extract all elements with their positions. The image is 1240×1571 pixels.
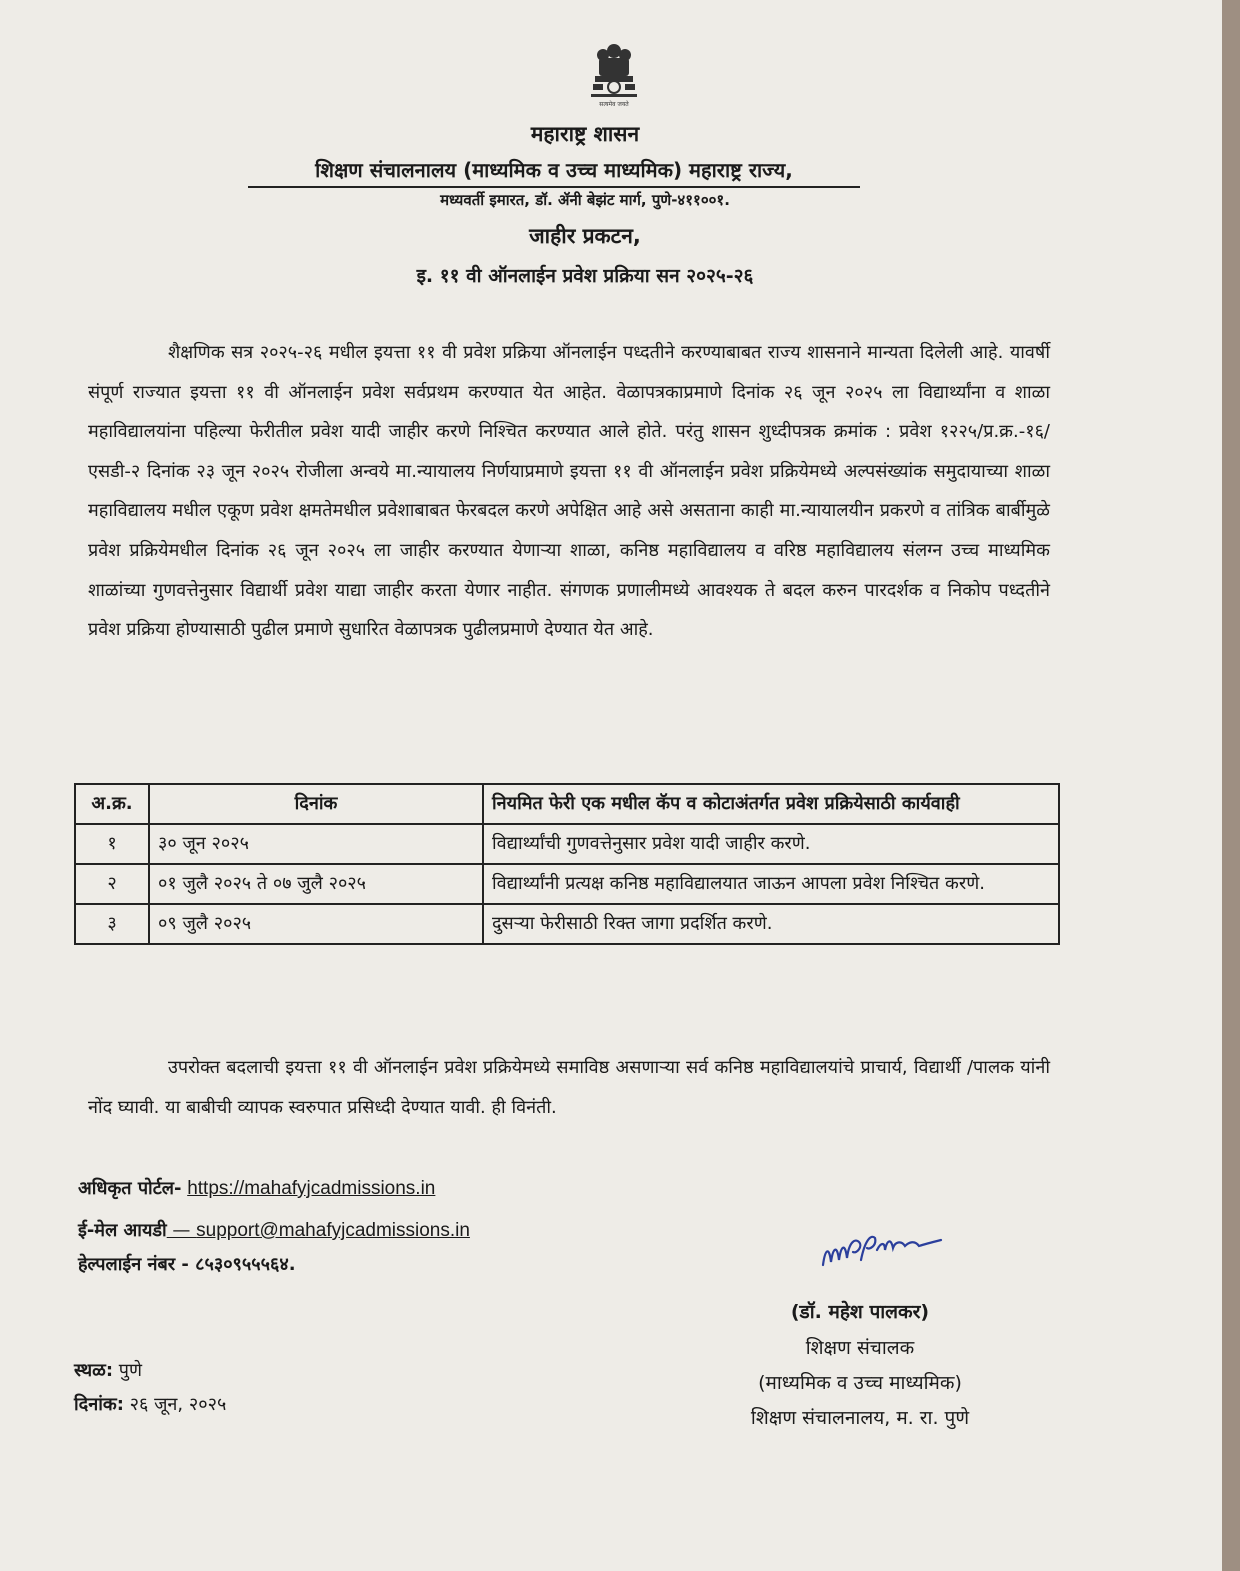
row-serial: १ bbox=[75, 824, 149, 864]
email-link[interactable]: support@mahafyjcadmissions.in bbox=[196, 1220, 470, 1241]
signature-icon bbox=[815, 1220, 955, 1280]
row-action: दुसऱ्या फेरीसाठी रिक्त जागा प्रदर्शित करणे. bbox=[483, 904, 1059, 944]
body-paragraph-1: शैक्षणिक सत्र २०२५-२६ मधील इयत्ता ११ वी प्रवेश प्रक्रिया ऑनलाईन पध्दतीने करण्याबाबत राज्य शासनाने मान्यता दिलेली आहे. यावर्षी संपूर्ण राज्यात इयत्ता ११ वी ऑनलाईन प्रवेश सर्वप्रथम करण्यात येत आहेत. वेळापत्रकाप्रमाणे दिनांक २६ जून २०२५ ला विद्यार्थ्यांना व शाळा महाविद्यालयांना पहिल्या फेरीतील प्रवेश यादी जाहीर करणे निश्चित करण्यात आले होते. परंतु शासन शुध्दीपत्रक क्रमांक : प्रवेश १२२५/प्र.क्र.-१६/एसडी-२ दिनांक २३ जून २०२५ रोजीला अन्वये मा.न्यायालय निर्णयाप्रमाणे इयत्ता ११ वी ऑनलाईन प्रवेश प्रक्रियेमध्ये अल्पसंख्यांक समुदायाच्या शाळा महाविद्यालय मधील एकूण प्रवेश क्षमतेमधील प्रवेशाबाबत फेरबदल करणे अपेक्षित आहे असे असताना काही मा.न्यायालयीन प्रकरणे व तांत्रिक बार्बीमुळे प्रवेश प्रक्रियेमधील दिनांक २६ जून २०२५ ला जाहीर करण्यात येणाऱ्या शाळा, कनिष्ठ महाविद्यालय व वरिष्ठ महाविद्यालय संलग्न उच्च माध्यमिक शाळांच्या गुणवत्तेनुसार विद्यार्थी प्रवेश याद्या जाहीर करता येणार नाहीत. संगणक प्रणालीमध्ये आवश्यक ते बदल करुन पारदर्शक व निकोप पध्दतीने प्रवेश प्रक्रिया होण्यासाठी पुढील प्रमाणे सुधारित वेळापत्रक पुढीलप्रमाणे देण्यात येत आहे. bbox=[88, 342, 1050, 641]
national-emblem-icon bbox=[585, 42, 643, 110]
schedule-table bbox=[74, 783, 1060, 945]
signer-designation: शिक्षण संचालक bbox=[805, 1337, 915, 1359]
header-date: दिनांक bbox=[149, 784, 483, 824]
row-serial: २ bbox=[75, 864, 149, 904]
row-date: ०९ जुलै २०२५ bbox=[149, 904, 483, 944]
portal-link[interactable]: https://mahafyjcadmissions.in bbox=[187, 1178, 436, 1199]
signer-office: शिक्षण संचालनालय, म. रा. पुणे bbox=[750, 1407, 970, 1429]
emblem-motto: सत्यमेव जयते bbox=[599, 101, 629, 108]
row-date: ३० जून २०२५ bbox=[149, 824, 483, 864]
signer-department: (माध्यमिक व उच्च माध्यमिक) bbox=[758, 1372, 962, 1394]
header-serial: अ.क्र. bbox=[75, 784, 149, 824]
government-name: महाराष्ट्र शासन bbox=[530, 122, 640, 146]
row-date: ०१ जुलै २०२५ ते ०७ जुलै २०२५ bbox=[149, 864, 483, 904]
office-address: मध्यवर्ती इमारत, डॉ. ॲनी बेझंट मार्ग, पुणे-४११००१. bbox=[440, 191, 730, 209]
directorate-name: शिक्षण संचालनालय (माध्यमिक व उच्च माध्यमिक) महाराष्ट्र राज्य, bbox=[248, 156, 860, 188]
date-value: २६ जून, २०२५ bbox=[123, 1394, 227, 1415]
portal-line bbox=[78, 1176, 435, 1200]
table-row bbox=[75, 824, 1059, 864]
table-row bbox=[75, 864, 1059, 904]
portal-label: अधिकृत पोर्टल- bbox=[78, 1178, 182, 1199]
helpline-line bbox=[78, 1252, 296, 1276]
row-action: विद्यार्थ्यांनी प्रत्यक्ष कनिष्ठ महाविद्यालयात जाऊन आपला प्रवेश निश्चित करणे. bbox=[483, 864, 1059, 904]
row-serial: ३ bbox=[75, 904, 149, 944]
helpline-number: ८५३०९५५५६४. bbox=[195, 1254, 296, 1275]
date-label: दिनांक: bbox=[74, 1394, 124, 1415]
place-line bbox=[74, 1358, 142, 1382]
place-value: पुणे bbox=[113, 1360, 142, 1381]
header-action: नियमित फेरी एक मधील कॅप व कोटाअंतर्गत प्रवेश प्रक्रियेसाठी कार्यवाही bbox=[483, 784, 1059, 824]
desk-edge bbox=[1222, 0, 1240, 1571]
email-line bbox=[78, 1218, 470, 1242]
notice-subject: इ. ११ वी ऑनलाईन प्रवेश प्रक्रिया सन २०२५-२६ bbox=[416, 265, 754, 287]
place-label: स्थळ: bbox=[74, 1360, 114, 1381]
body-paragraph-2: उपरोक्त बदलाची इयत्ता ११ वी ऑनलाईन प्रवेश प्रक्रियेमध्ये समाविष्ठ असणाऱ्या सर्व कनिष्ठ महाविद्यालयांचे प्राचार्य, विद्यार्थी /पालक यांनी नोंद घ्यावी. या बाबीची व्यापक स्वरुपात प्रसिध्दी देण्यात यावी. ही विनंती. bbox=[88, 1057, 1050, 1118]
helpline-label: हेल्पलाईन नंबर - bbox=[78, 1254, 196, 1275]
table-header-row bbox=[75, 784, 1059, 824]
date-line bbox=[74, 1392, 226, 1416]
table-row bbox=[75, 904, 1059, 944]
email-separator: — bbox=[166, 1220, 197, 1241]
email-label: ई-मेल आयडी bbox=[78, 1220, 167, 1241]
notice-title: जाहीर प्रकटन, bbox=[529, 224, 641, 248]
signer-name: (डॉ. महेश पालकर) bbox=[790, 1301, 930, 1323]
row-action: विद्यार्थ्यांची गुणवत्तेनुसार प्रवेश यादी जाहीर करणे. bbox=[483, 824, 1059, 864]
